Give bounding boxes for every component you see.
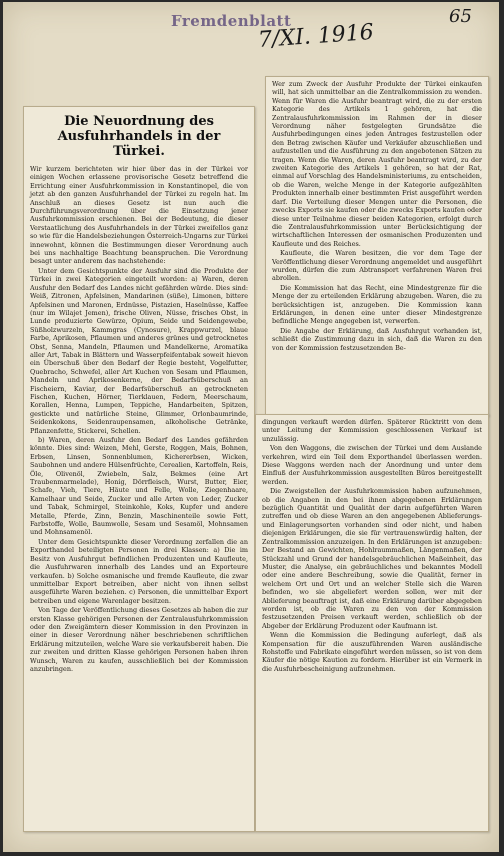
paragraph: Wenn die Kommission die Bedingung auferlegt, daß als Kompensation für die auszuführenden Waren ausländische Rohstoffe und Fabrikate eingeführt werden müssen, so ist von dem Käufer die nötige Kaution zu fordern. Hierüber ist ein Vermerk in die Ausfuhrbescheinigung aufzunehmen. [262, 631, 482, 673]
paragraph: Unter dem Gesichtspunkte der Ausfuhr sind die Produkte der Türkei in zwei Kategorien eingeteilt worden: a) Waren, deren Ausfuhr den Bedarf des Landes nicht gefährden würde. Dies sind: Weiß, Zitronen, Apfelsinen, Mandarinen (süße), Limonen, bittere Apfelsinen und Maronen, Erdnüsse, Pistazien, Haselnüsse, Kaffee (nur im Wilajet Jemen), frische Oliven, Nüsse, frisches Obst, in Lunde produzierte Gewürze, Opium, Seide und Seidengewebe, Süßholzwurzeln, Kammgras (Cynosure), Krappwurzel, blaue Farbe, Aprikosen, Pflaumen und anderes grünes und getrocknetes Obst, Senna, Mandeln, Pflaumen und Mandelkerne, Aromatika aller Art, Tabak in Blättern und Wasserpfeifentabak soweit hievon ein Überschuß über den Bedarf der Regie besteht, Vogelfutter, Quebracho, Schwefel, aller Art Kuchen von Sesam und Pflaumen, Mandeln und Aprikosenkerne, der Bedarfsüberschuß an Fischeiern, Kaviar, der Bedarfsüberschuß an getrockneten Fischen, Kuchen, Hörner, Tierklauen, Federn, Meerschaum, Korallen, Henna, Lumpen, Teppiche, Handarbeiten, Spitzen, gestickte und natürliche Steine, Glimmer, Orlonbaumrinde, Seidenkokons, Seidenraupensamen, alkoholische Getränke, Pflanzenfette, Stickerei, Schellen. [30, 266, 248, 435]
paragraph: Unter dem Gesichtspunkte dieser Verordnung zerfallen die an Exporthandel beteiligten Personen in drei Klassen: a) Die im Besitz von Ausfuhrgut befindlichen Produzenten und Kaufleute, die Ausfuhrwaren innerhalb des Landes und an Exporteure verkaufen. b) Solche osmanische und fremde Kaufleute, die zwar unmittelbar Export betreiben, aber nicht von ihnen selbst ausgeführte Waren beziehen. c) Personen, die unmittelbar Export betreiben und eigene Warenlager besitzen. [30, 537, 248, 605]
newspaper-stamp: Fremdenblatt [171, 12, 292, 30]
clipping-right-bottom [255, 414, 489, 832]
paragraph: b) Waren, deren Ausfuhr den Bedarf des Landes gefährden könnte. Dies sind: Weizen, Mehl, Gerste, Roggen, Mais, Bohnen, Erbsen, Linsen, Sonnenblumen, Kichererbsen, Wicken, Saubohnen und andere Hülsenfrüchte, Cerealien, Kartoffeln, Reis, Öle, Olivenöl, Zwiebeln, Salz, Bekmes (eine Art Traubenmarmelade), Honig, Dörrfleisch, Wurst, Butter, Eier, Schafe, Vieh, Tiere, Häute und Felle, Wolle, Ziegenhaare, Kamelhaar und Seide, Zucker und alle Arten von Leder, Zucker und Tabak, Schmirgel, Steinkohle, Koks, Kupfer und andere Metalle, Pferde, Zinn, Benzin, Maschinenteile sowie Fett, Farbstoffe, Wolle, Baumwolle, Sesam und Sesamöl, Mohnsamen und Mohnsamenöl. [30, 436, 248, 537]
clipping-left-column [23, 106, 255, 832]
article-headline: Die Neuordnung des Ausfuhrhandels in der Türkei. [57, 114, 221, 159]
paragraph: Kaufleute, die Waren besitzen, die vor dem Tage der Veröffentlichung dieser Verordnung angemeldet und ausgeführt wurden, dürfen die zum Abtransport verfahrenen Waren frei abrollen. [272, 249, 482, 283]
handwritten-page-number: 65 [449, 6, 472, 27]
handwritten-date: 7/XI. 1916 [257, 19, 375, 54]
clipping-right-top [265, 76, 489, 416]
paragraph: Wir kurzem berichteten wir hier über das in der Türkei vor einigen Wochen erlassene provisorische Gesetz betreffend die Errichtung einer Ausfuhrkommission in Konstantinopel, die von jetzt ab den ganzen Ausfuhrhandel der Türkei zu regeln hat. Im Anschluß an dieses Gesetz ist nun auch die Durchführungsverordnung über die Einsetzung jener Ausfuhrkommission erschienen. Bei der Bedeutung, die dieser Verstaatlichung des Ausfuhrhandels in der Türkei zweifellos ganz so wie für die Handelsbeziehungen Österreich-Ungarns zur Türkei innewohnt, können die Bestimmungen dieser Verordnung auch bei uns nachhaltige Beachtung beanspruchen. Die Verordnung besagt unter anderem das nachstehende: [30, 165, 248, 266]
paragraph: Von den Waggons, die zwischen der Türkei und dem Auslande verkehren, wird ein Teil dem Exporthandel überlassen werden. Diese Waggons werden nach der Anordnung und unter dem Einfluß der Ausfuhrkommission ausgestellten Büros bereitgestellt werden. [262, 444, 482, 486]
paragraph: Die Kommission hat das Recht, eine Mindestgrenze für die Menge der zu erteilenden Erklärung abzugeben. Waren, die zu berücksichtigen ist, anzugeben. Die Kommission kann Erklärungen, in denen eine unter dieser Mindestgrenze befindliche Menge angegeben ist, verwerfen. [272, 283, 482, 326]
paragraph: Die Angabe der Erklärung, daß Ausfuhrgut vorhanden ist, schließt die Zustimmung dazu in sich, daß die Waren zu den von der Kommission festzusetzenden Be- [272, 326, 482, 352]
paragraph: Wer zum Zweck der Ausfuhr Produkte der Türkei einkaufen will, hat sich unmittelbar an die Zentralkommission zu wenden. Wenn für Waren die Ausfuhr beantragt wird, die zu der ersten Kategorie des Artikels 1 gehören, hat die Zentralausfuhrkommission im Rahmen der in dieser Verordnung näher festgelegten Grundsätze die Ausfuhrbedingungen eines jeden Antrages festzustellen oder den Betrag zwischen Käufer und Verkäufer abzuschließen und aufzustellen und die Ausführung zu den angebotenen Sätzen zu tragen. Wenn die Waren, deren Ausfuhr beantragt wird, zu der zweiten Kategorie des Artikels 1 gehören, so hat der Rat, einmal auf Vorschlag des Handelsministeriums, zu entscheiden, ob die Waren, welche Menge in der Kategorie aufgezählten Produkten innerhalb einer bestimmten Frist ausgeführt werden darf. Die Verteilung dieser Mengen unter die Personen, die zwecks Exports sie kaufen oder die zwecks Exports kaufen oder diese unter Teilnahme dieser beiden Kategorien, erfolgt durch die Zentralausfuhrkommission unter Berücksichtigung der wirtschaftlichen Interessen der osmanischen Produzenten und Kaufleute und des Reiches. [272, 80, 482, 248]
paragraph: dingungen verkauft werden dürfen. Späterer Rücktritt von dem unter Leitung der Kommission geschlossenen Verkauf ist unzulässig. [262, 418, 482, 443]
paragraph: Die Zweigstellen der Ausfuhrkommission haben aufzunehmen, ob die Angaben in den bei ihnen abgegebenen Erklärungen bezüglich Quantität und Qualität der darin aufgeführten Waren zutreffen und ob diese Waren an den angegebenen Ablieferungs- und Einlagerungsorten vorhanden sind oder nicht, und haben diejenigen Erklärungen, die sie für vertrauenswürdig halten, der Zentralkommission anzuzeigen. In den Erklärungen ist anzugeben: Der Bestand an Gewichten, Hohlraummaßen, Längenmaßen, der Stückzahl und Grund der handelsgebräuchlichen Maßeinheit, das Muster, die Analyse, ein gebräuchliches und bekanntes Modell oder eine andere Beschreibung, sowie die Qualität, ferner in welchem Ort und Ort und an welcher Stelle sich die Waren befinden, wo sie abgeliefert werden sollen, wer mit der Ablieferung beauftragt ist, daß eine Erklärung darüber abgegeben worden ist, ob die Waren zu den von der Kommission festzusetzenden Preisen verkauft werden, schließlich ob der Abgeber der Erklärung Produzent oder Kaufmann ist. [262, 487, 482, 630]
paragraph: Von Tage der Veröffentlichung dieses Gesetzes ab haben die zur ersten Klasse gehörigen Personen der Zentralausfuhrkommission oder den Zweigämtern dieser Kommission in den Provinzen in einer in dieser Verordnung näher beschriebenen schriftlichen Erklärung mitzuteilen, welche Ware sie verkaufsbereit haben. Die zur zweiten und dritten Klasse gehörigen Personen haben ihren Wunsch, Waren zu kaufen, ausschließlich bei der Kommission anzubringen. [30, 606, 248, 673]
newspaper-sheet [3, 2, 499, 852]
